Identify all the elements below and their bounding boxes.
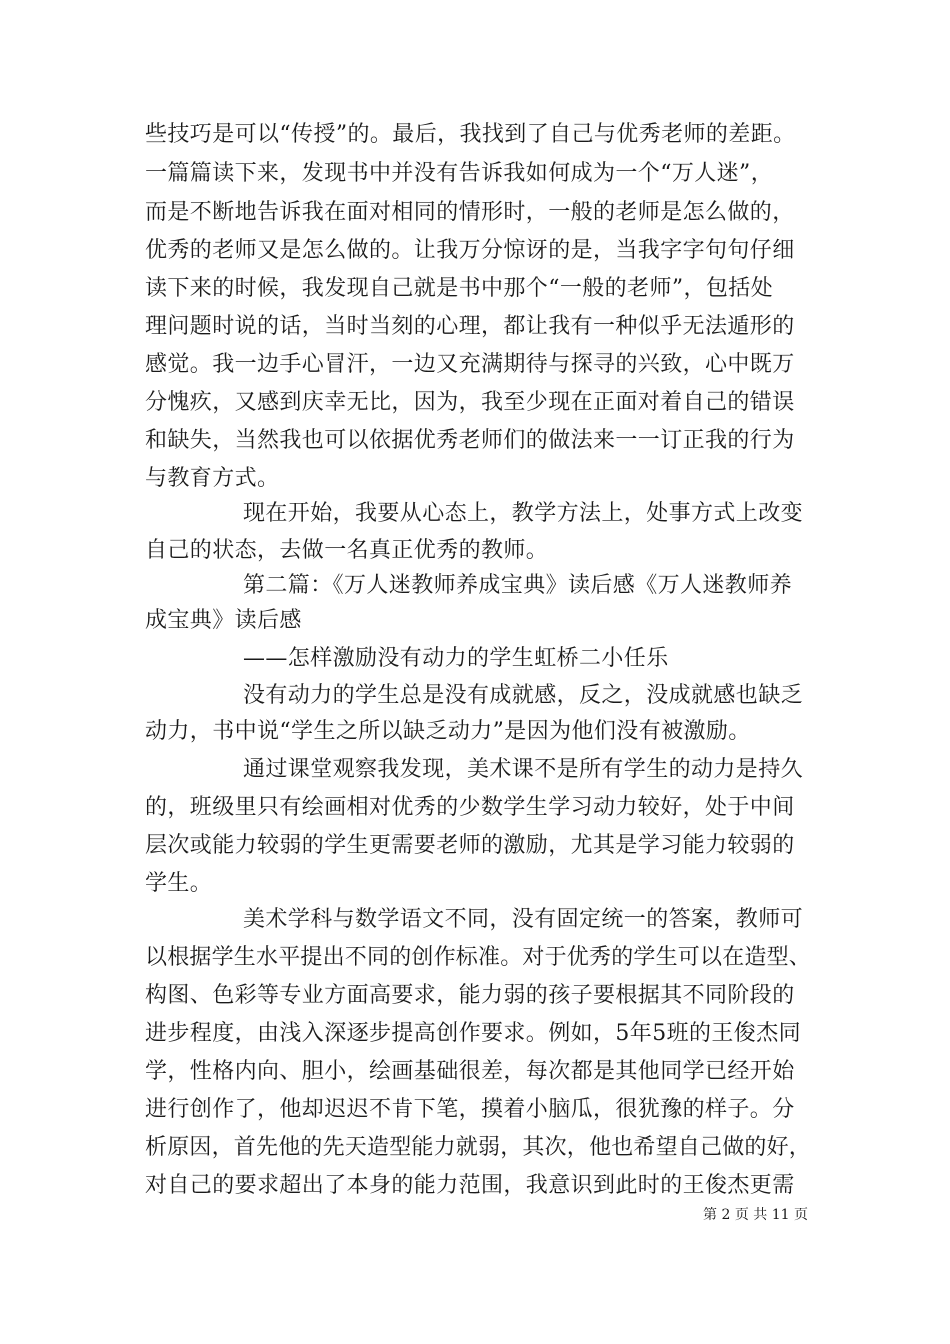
text-line: 以根据学生水平提出不同的创作标准。对于优秀的学生可以在造型、 [145,945,812,970]
text-line: 对自己的要求超出了本身的能力范围，我意识到此时的王俊杰更需 [145,1173,795,1198]
subtitle: ——怎样激励没有动力的学生虹桥二小任乐 [243,646,669,671]
paragraph-first-line: 通过课堂观察我发现，美术课不是所有学生的动力是持久 [243,757,804,782]
text-line: 和缺失，当然我也可以依据优秀老师们的做法来一一订正我的行为 [145,428,795,453]
text-line: 学，性格内向、胆小，绘画基础很差，每次都是其他同学已经开始 [145,1059,795,1084]
text-line: 层次或能力较弱的学生更需要老师的激励，尤其是学习能力较弱的 [145,833,795,858]
text-line: 些技巧是可以“传授”的。最后，我找到了自己与优秀老师的差距。 [145,122,796,147]
text-line: 学生。 [145,871,213,896]
text-line: 进步程度，由浅入深逐步提高创作要求。例如，5年5班的王俊杰同 [145,1021,801,1046]
paragraph-first-line: 美术学科与数学语文不同，没有固定统一的答案，教师可 [243,907,804,932]
paragraph-first-line: 没有动力的学生总是没有成就感，反之，没成就感也缺乏 [243,683,804,708]
text-line: 分愧疚，又感到庆幸无比，因为，我至少现在正面对着自己的错误 [145,390,795,415]
text-line: 构图、色彩等专业方面高要求，能力弱的孩子要根据其不同阶段的 [145,983,795,1008]
text-line: 析原因，首先他的先天造型能力就弱，其次，他也希望自己做的好， [145,1135,812,1160]
page-footer: 第 2 页 共 11 页 [703,1207,808,1223]
section-heading-continued: 成宝典》读后感 [145,608,302,633]
text-line: 一篇篇读下来，发现书中并没有告诉我如何成为一个“万人迷”， [145,161,774,186]
text-line: 自己的状态，去做一名真正优秀的教师。 [145,538,549,563]
text-line: 感觉。我一边手心冒汗，一边又充满期待与探寻的兴致，心中既万 [145,352,795,377]
text-line: 的，班级里只有绘画相对优秀的少数学生学习动力较好，处于中间 [145,795,795,820]
text-line: 而是不断地告诉我在面对相同的情形时，一般的老师是怎么做的， [145,200,795,225]
text-line: 读下来的时候，我发现自己就是书中那个“一般的老师”，包括处 [145,276,774,301]
text-line: 进行创作了，他却迟迟不肯下笔，摸着小脑瓜，很犹豫的样子。分 [145,1097,795,1122]
text-line: 理问题时说的话，当时当刻的心理，都让我有一种似乎无法遁形的 [145,314,795,339]
text-line: 优秀的老师又是怎么做的。让我万分惊讶的是，当我字字句句仔细 [145,238,795,263]
text-line: 与教育方式。 [145,466,280,491]
section-heading: 第二篇：《万人迷教师养成宝典》读后感《万人迷教师养 [243,573,793,598]
paragraph-first-line: 现在开始，我要从心态上，教学方法上，处事方式上改变 [243,501,804,526]
text-line: 动力，书中说“学生之所以缺乏动力”是因为他们没有被激励。 [145,719,751,744]
